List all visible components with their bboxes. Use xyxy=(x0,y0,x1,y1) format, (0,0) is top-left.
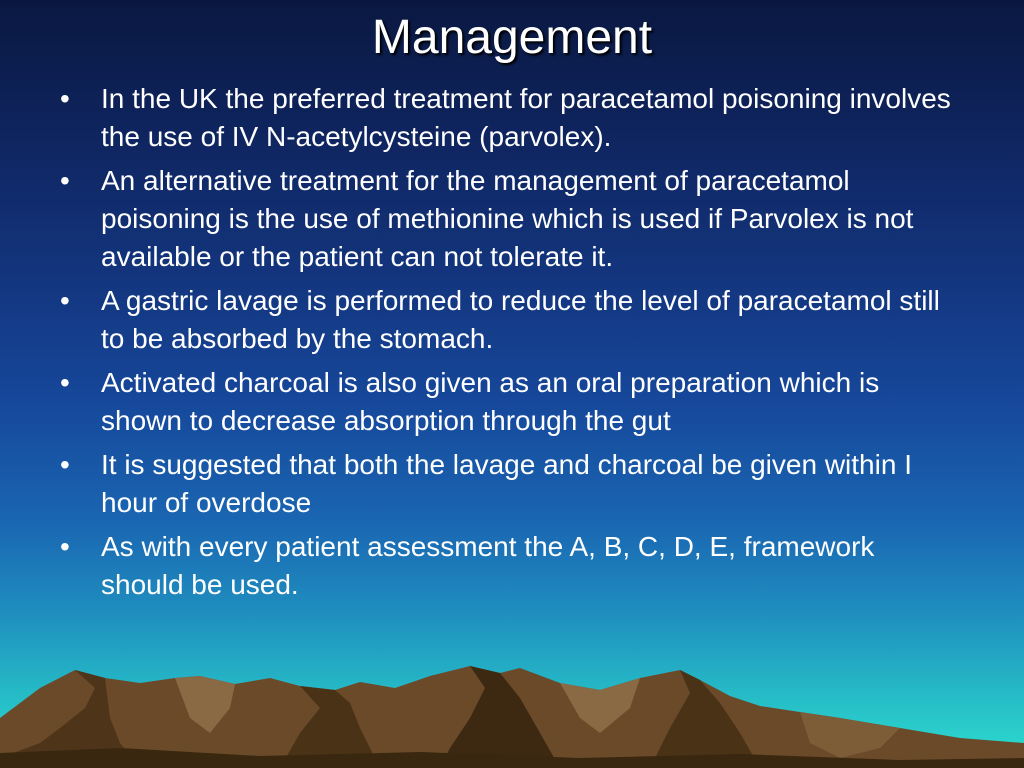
bullet-item xyxy=(60,80,960,156)
mountain-landscape xyxy=(0,648,1024,768)
bullet-icon: • xyxy=(60,531,70,562)
bullet-text: In the UK the preferred treatment for paracetamol poisoning involves the use of IV N-acetylcysteine (parvolex). xyxy=(101,83,951,152)
bullet-icon: • xyxy=(60,367,70,398)
bullet-text: An alternative treatment for the management of paracetamol poisoning is the use of methionine which is used if Parvolex is not available or the patient can not tolerate it. xyxy=(101,165,914,272)
bullet-text: It is suggested that both the lavage and charcoal be given within I hour of overdose xyxy=(101,449,912,518)
bullet-icon: • xyxy=(60,449,70,480)
slide-title: Management xyxy=(371,11,653,64)
bullet-text: A gastric lavage is performed to reduce the level of paracetamol still to be absorbed by the stomach. xyxy=(101,285,940,354)
bullet-text: Activated charcoal is also given as an oral preparation which is shown to decrease absorption through the gut xyxy=(101,367,880,436)
bullet-list xyxy=(60,80,960,610)
bullet-item xyxy=(60,528,960,604)
bullet-item xyxy=(60,364,960,440)
bullet-icon: • xyxy=(60,285,70,316)
bullet-icon: • xyxy=(60,83,70,114)
bullet-icon: • xyxy=(60,165,70,196)
bullet-item xyxy=(60,282,960,358)
bullet-item xyxy=(60,446,960,522)
bullet-text: As with every patient assessment the A, B, C, D, E, framework should be used. xyxy=(101,531,875,600)
bullet-item xyxy=(60,162,960,276)
